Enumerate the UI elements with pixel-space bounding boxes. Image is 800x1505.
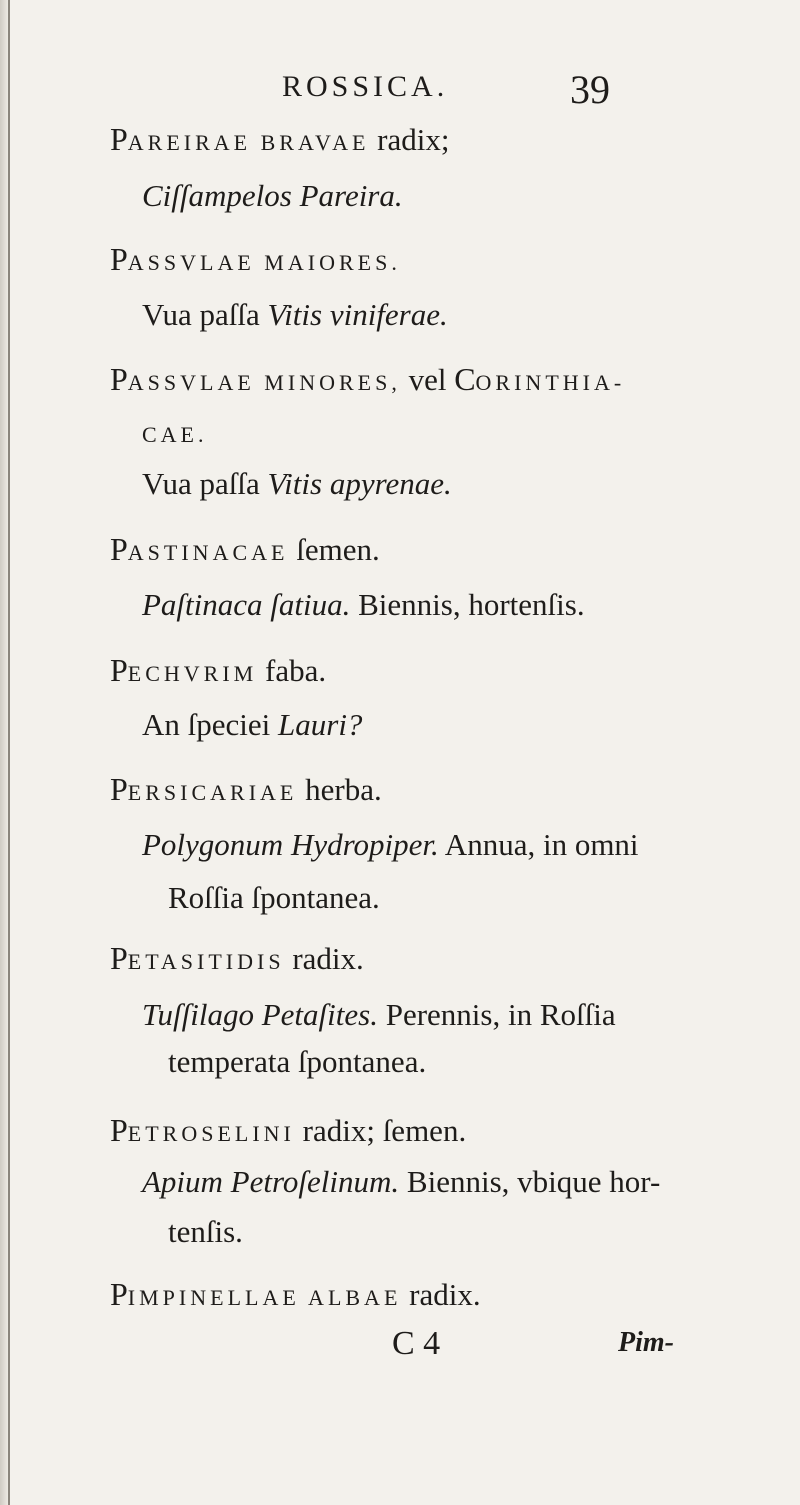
page-gutter-line bbox=[8, 0, 10, 1505]
catchword: Pim- bbox=[618, 1327, 674, 1358]
entry-heading: PASSVLAE MAIORES. bbox=[110, 241, 401, 277]
entry-heading: PERSICARIAE herba. bbox=[110, 771, 382, 807]
entry-line: Vua paſſa Vitis apyrenae. bbox=[142, 466, 452, 501]
entry-heading: PETASITIDIS radix. bbox=[110, 940, 364, 976]
entry-heading-continuation: CAE. bbox=[142, 422, 208, 447]
entry-heading: PETROSELINI radix; ſemen. bbox=[110, 1112, 467, 1148]
entry-line: An ſpeciei Lauri? bbox=[142, 707, 363, 742]
entry-line: Paſtinaca ſatiua. Biennis, hortenſis. bbox=[142, 587, 585, 622]
entry-line: Vua paſſa Vitis viniferae. bbox=[142, 297, 448, 332]
entry-line: tenſis. bbox=[168, 1214, 243, 1249]
running-head-title: ROSSICA. bbox=[282, 70, 449, 103]
entry-heading: PASSVLAE MINORES, vel CORINTHIA- bbox=[110, 361, 626, 397]
running-head bbox=[0, 66, 800, 110]
page-footer bbox=[0, 1325, 800, 1375]
page-number: 39 bbox=[570, 67, 610, 112]
entry-heading: PECHVRIM faba. bbox=[110, 652, 327, 688]
entry-line: temperata ſpontanea. bbox=[168, 1044, 427, 1079]
signature-mark: C 4 bbox=[392, 1325, 441, 1362]
entry-line: Roſſia ſpontanea. bbox=[168, 880, 380, 915]
entry-heading: PAREIRAE BRAVAE radix; bbox=[110, 121, 450, 157]
entry-line: Polygonum Hydropiper. Annua, in omni bbox=[142, 827, 639, 862]
entry-line: Apium Petroſelinum. Biennis, vbique hor- bbox=[142, 1164, 661, 1199]
entry-heading: PASTINACAE ſemen. bbox=[110, 531, 380, 567]
entry-line: Tuſſilago Petaſites. Perennis, in Roſſia bbox=[142, 997, 616, 1032]
entry-heading: PIMPINELLAE ALBAE radix. bbox=[110, 1276, 481, 1312]
entry-line: Ciſſampelos Pareira. bbox=[142, 178, 403, 213]
